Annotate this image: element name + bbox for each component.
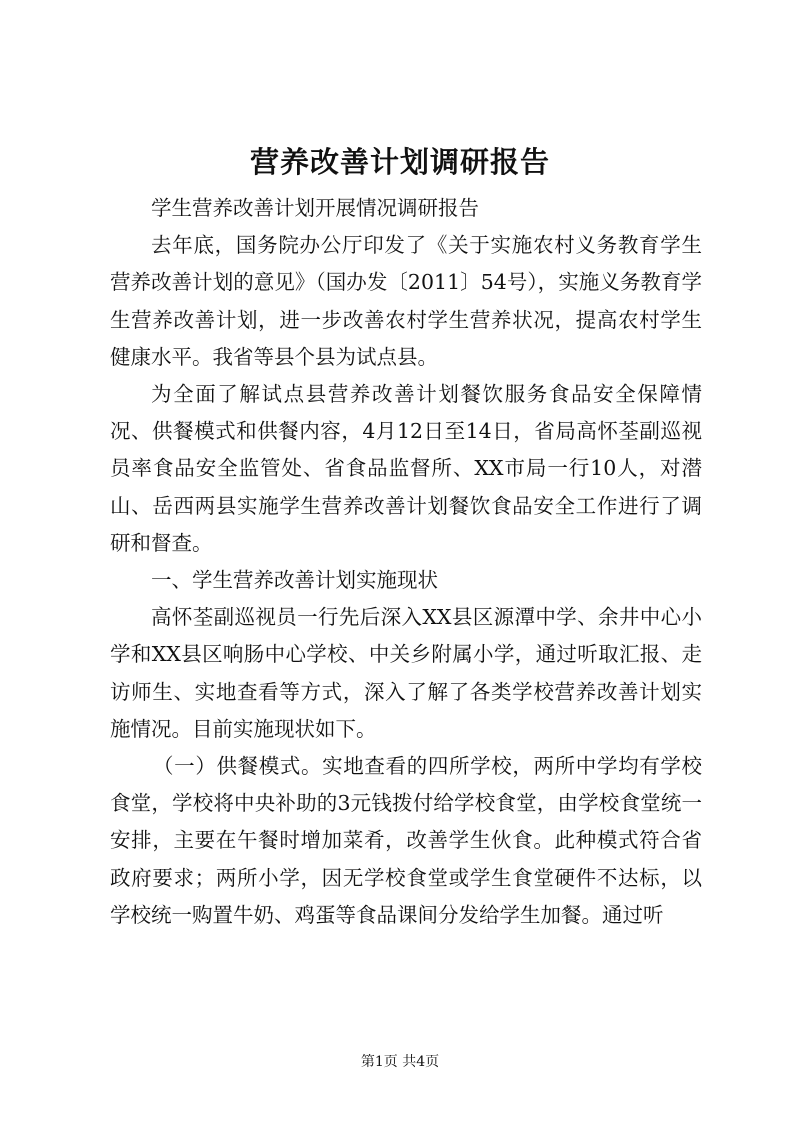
document-title: 营养改善计划调研报告 [249,145,550,179]
document-body [110,190,702,934]
subtitle-paragraph: 学生营养改善计划开展情况调研报告 [151,196,479,220]
section-heading: 一、学生营养改善计划实施现状 [151,568,438,593]
body-paragraph: 去年底，国务院办公厅印发了《关于实施农村义务教育学生营养改善计划的意见》（国办发〔2011〕54号），实施义务教育学生营养改善计划，进一步改善农村学生营养状况，提高农村学生健康水平。我省等县个县为试点县。 [110,233,702,369]
page-number-footer: 第1页 共4页 [360,1054,440,1070]
body-paragraph: 高怀荃副巡视员一行先后深入XX县区源潭中学、余井中心小学和XX县区响肠中心学校、中关乡附属小学，通过听取汇报、走访师生、实地查看等方式，深入了解了各类学校营养改善计划实施情况。目前实施现状如下。 [110,605,702,741]
body-paragraph: （一）供餐模式。实地查看的四所学校，两所中学均有学校食堂，学校将中央补助的3元钱拨付给学校食堂，由学校食堂统一安排，主要在午餐时增加菜肴，改善学生伙食。此种模式符合省政府要求；两所小学，因无学校食堂或学生食堂硬件不达标，以学校统一购置牛奶、鸡蛋等食品课间分发给学生加餐。通过听 [110,754,702,927]
body-paragraph: 为全面了解试点县营养改善计划餐饮服务食品安全保障情况、供餐模式和供餐内容，4月12日至14日，省局高怀荃副巡视员率食品安全监管处、省食品监督所、XX市局一行10人，对潜山、岳西两县实施学生营养改善计划餐饮食品安全工作进行了调研和督查。 [110,382,702,555]
